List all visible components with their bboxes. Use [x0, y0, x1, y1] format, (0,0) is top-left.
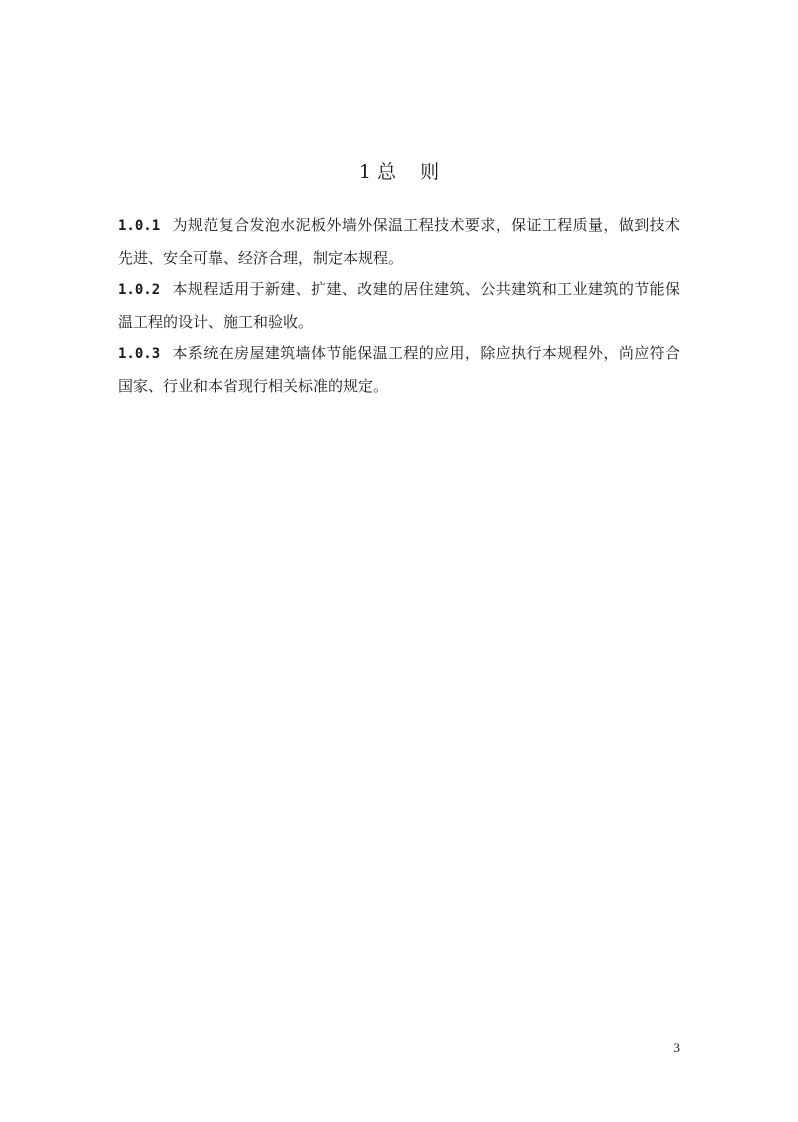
clause-text: 本系统在房屋建筑墙体节能保温工程的应用，除应执行本规程外，尚应符合国家、行业和本省现行相关标准的规定。	[118, 344, 680, 395]
clause-text: 本规程适用于新建、扩建、改建的居住建筑、公共建筑和工业建筑的节能保温工程的设计、施工和验收。	[118, 280, 680, 331]
chapter-title: 1 总 则	[358, 160, 440, 183]
clause-text: 为规范复合发泡水泥板外墙外保温工程技术要求，保证工程质量，做到技术先进、安全可靠、经济合理，制定本规程。	[118, 216, 680, 267]
clause-1-0-1	[118, 210, 680, 274]
clause-number: 1.0.1	[118, 218, 161, 234]
clause-1-0-2	[118, 274, 680, 338]
page-number: 3	[673, 1040, 680, 1055]
clause-number: 1.0.2	[118, 282, 161, 298]
clause-list	[118, 210, 680, 402]
clause-1-0-3	[118, 338, 680, 402]
clause-number: 1.0.3	[118, 346, 161, 362]
